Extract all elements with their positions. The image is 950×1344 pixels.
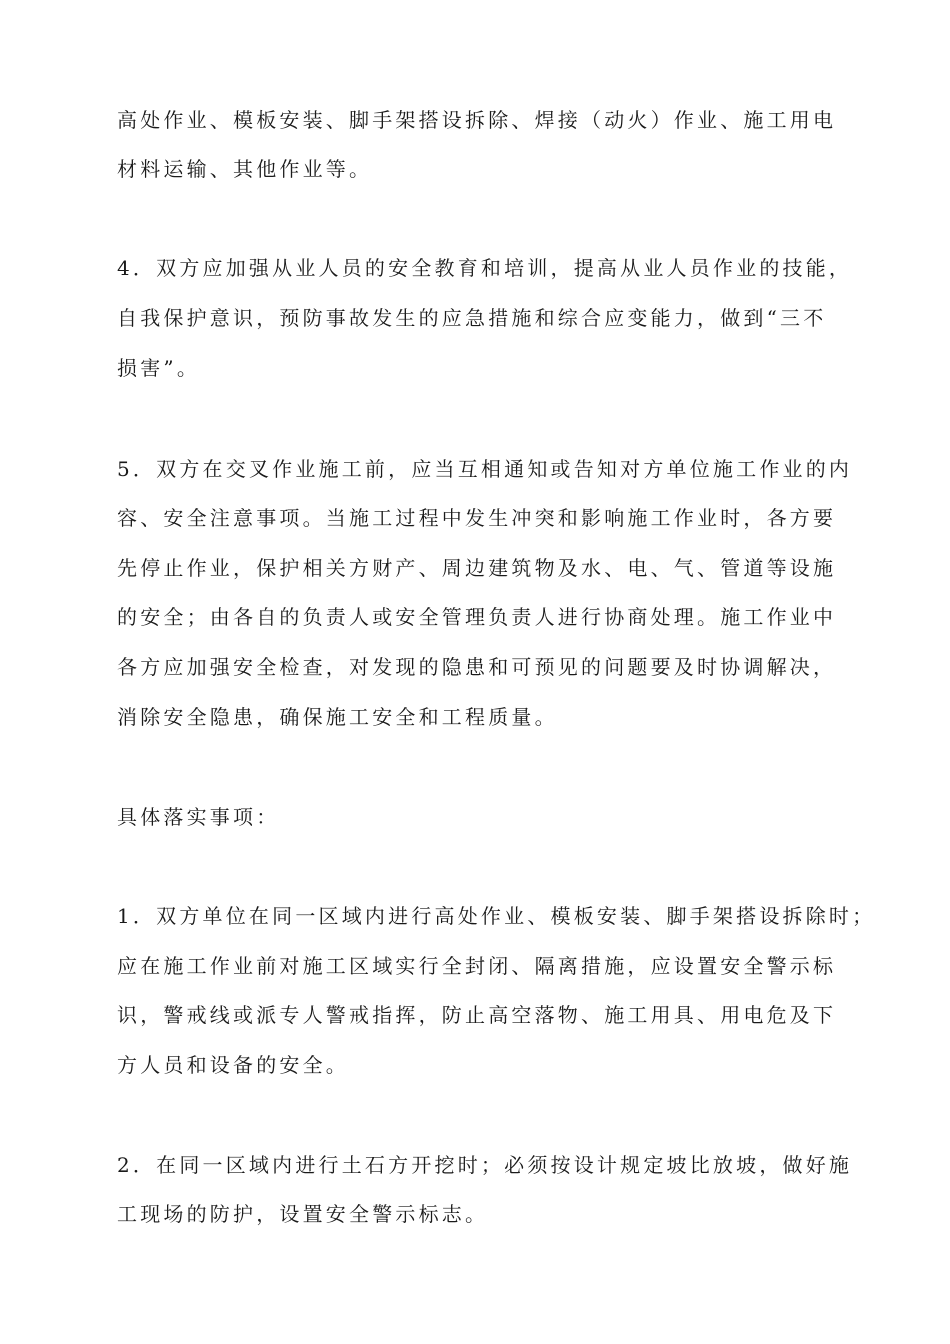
section-heading: 具体落实事项： <box>117 805 280 829</box>
paragraph-line: 消除安全隐患，确保施工安全和工程质量。 <box>117 705 558 729</box>
paragraph-line: 1．双方单位在同一区域内进行高处作业、模板安装、脚手架搭设拆除时； <box>117 904 876 928</box>
paragraph-line: 5．双方在交叉作业施工前，应当互相通知或告知对方单位施工作业的内 <box>117 457 853 481</box>
paragraph-line: 方人员和设备的安全。 <box>117 1053 349 1077</box>
paragraph-line: 工现场的防护，设置安全警示标志。 <box>117 1202 489 1226</box>
paragraph-line: 高处作业、模板安装、脚手架搭设拆除、焊接（动火）作业、施工用电 <box>117 108 837 132</box>
paragraph-line: 先停止作业，保护相关方财产、周边建筑物及水、电、气、管道等设施 <box>117 556 837 580</box>
paragraph-line: 的安全；由各自的负责人或安全管理负责人进行协商处理。施工作业中 <box>117 605 837 629</box>
paragraph-line: 4．双方应加强从业人员的安全教育和培训，提高从业人员作业的技能， <box>117 256 853 280</box>
paragraph-line: 应在施工作业前对施工区域实行全封闭、隔离措施，应设置安全警示标 <box>117 954 837 978</box>
paragraph-line: 2．在同一区域内进行土石方开挖时；必须按设计规定坡比放坡，做好施 <box>117 1153 853 1177</box>
paragraph-line: 容、安全注意事项。当施工过程中发生冲突和影响施工作业时，各方要 <box>117 506 837 530</box>
paragraph-line: 各方应加强安全检查，对发现的隐患和可预见的问题要及时协调解决， <box>117 655 837 679</box>
paragraph-line: 自我保护意识，预防事故发生的应急措施和综合应变能力，做到“三不 <box>117 306 827 330</box>
paragraph-line: 损害”。 <box>117 356 201 380</box>
paragraph-line: 识，警戒线或派专人警戒指挥，防止高空落物、施工用具、用电危及下 <box>117 1003 837 1027</box>
paragraph-line: 材料运输、其他作业等。 <box>117 157 373 181</box>
